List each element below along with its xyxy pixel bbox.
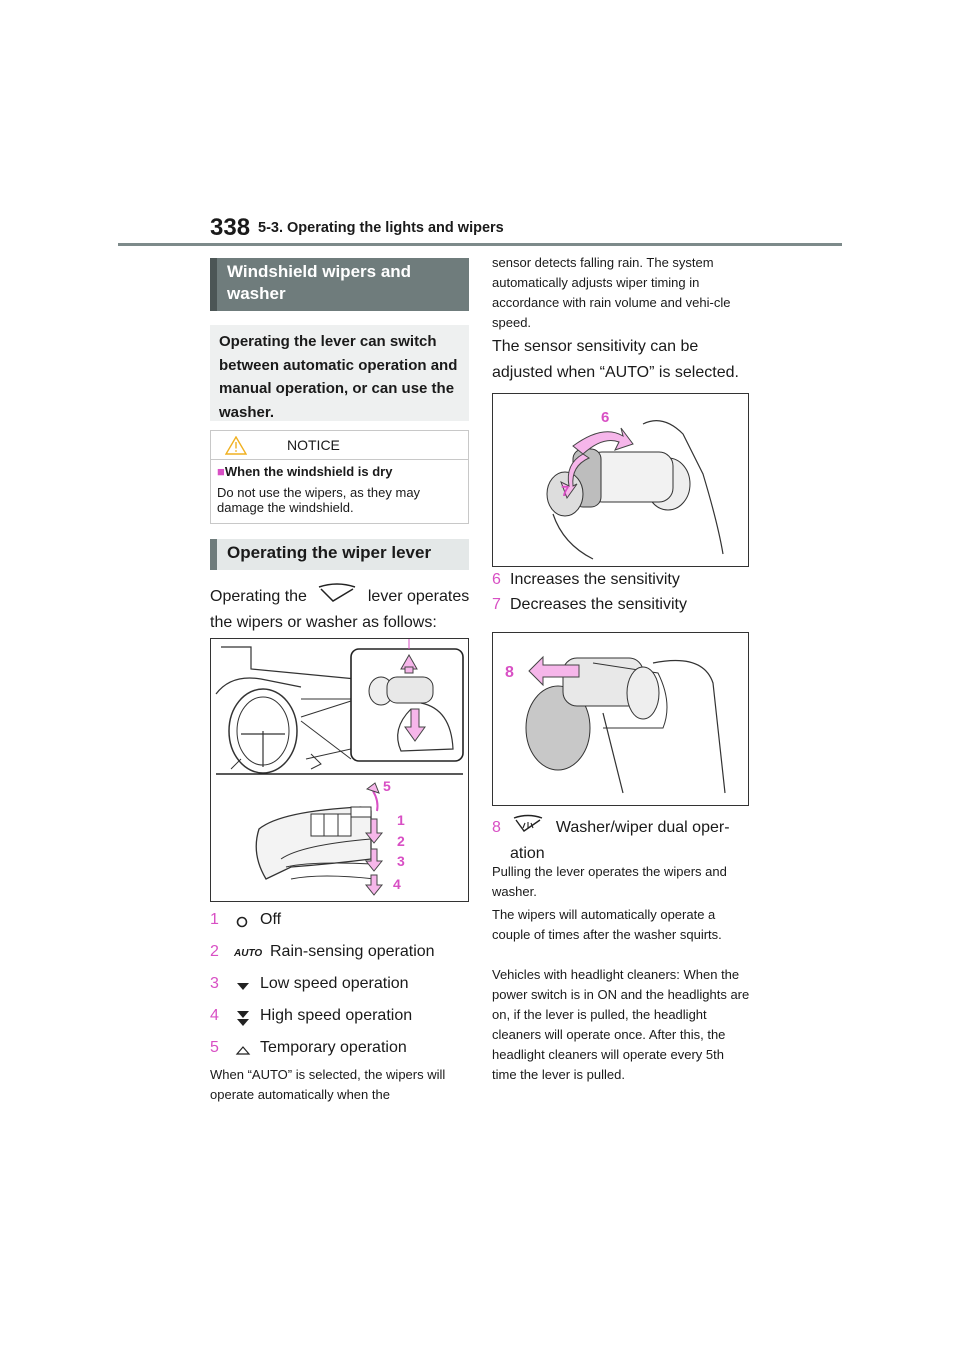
figure-label-6: 6 (601, 409, 610, 426)
notice-header (211, 431, 468, 460)
figure-label-2: 2 (397, 833, 405, 849)
washer-symbol-icon (511, 814, 545, 836)
off-circle-icon (235, 914, 249, 930)
sensitivity-text: The sensor sensitivity can be adjusted when “AUTO” is selected. (492, 338, 739, 381)
figure-label-8: 8 (505, 664, 514, 681)
auto-icon: AUTO (234, 948, 263, 959)
notice-title: NOTICE (287, 437, 340, 453)
auto-note: When “AUTO” is selected, the wipers will operate automatically when the (210, 1067, 446, 1102)
sensitivity-illustration (493, 394, 748, 566)
notice-body: Do not use the wipers, as they may damage the windshield. (217, 485, 421, 515)
list-item-washer-wiper: 8 Washer/wiper dual oper- ation (492, 814, 750, 867)
figure-washer (492, 632, 749, 806)
figure-label-3: 3 (397, 853, 405, 869)
section-title: 5-3. Operating the lights and wipers (258, 220, 504, 236)
auto-continued: sensor detects falling rain. The system automatically adjusts wiper timing in accordance with rain volume and vehi-cle speed. (492, 255, 731, 330)
auto-wipe-text: The wipers will automatically operate a couple of times after the washer squirts. (492, 907, 722, 942)
page-number: 338 (210, 214, 251, 241)
banner-windshield-wipers: Windshield wipers and washer (210, 258, 469, 311)
single-chevron-down-icon (235, 978, 251, 994)
header-rule (118, 243, 842, 246)
wiper-lever-illustration (211, 639, 468, 901)
washer-illustration (493, 633, 748, 805)
intro-box: Operating the lever can switch between automatic operation and manual operation, or can use the washer. (210, 325, 469, 421)
figure-label-4: 4 (393, 876, 401, 892)
figure-label-7: 7 (561, 483, 570, 500)
headlight-cleaner-text: Vehicles with headlight cleaners: When the power switch is in ON and the headlights are on, if the lever is pulled, the headlight cleaners will operate once. After this, the headlight cleaners will operate every 5th time the lever is pulled. (492, 967, 750, 1082)
chevron-up-icon (235, 1042, 251, 1058)
figure-label-5: 5 (383, 778, 391, 794)
double-chevron-down-icon (235, 1010, 251, 1028)
square-bullet-icon: ■ (217, 464, 225, 479)
figure-label-1: 1 (397, 812, 405, 828)
figure-sensitivity (492, 393, 749, 567)
notice-box (210, 430, 469, 524)
figure-wiper-lever (210, 638, 469, 902)
pull-text: Pulling the lever operates the wipers and washer. (492, 864, 727, 899)
wiper-symbol-icon (315, 583, 359, 605)
notice-subhead: ■When the windshield is dry (217, 464, 393, 479)
warning-triangle-icon (225, 436, 247, 455)
banner-operating-wiper-lever: Operating the wiper lever (210, 539, 469, 570)
lever-intro-text: Operating the lever operates the wipers or washer as follows: (210, 583, 470, 636)
